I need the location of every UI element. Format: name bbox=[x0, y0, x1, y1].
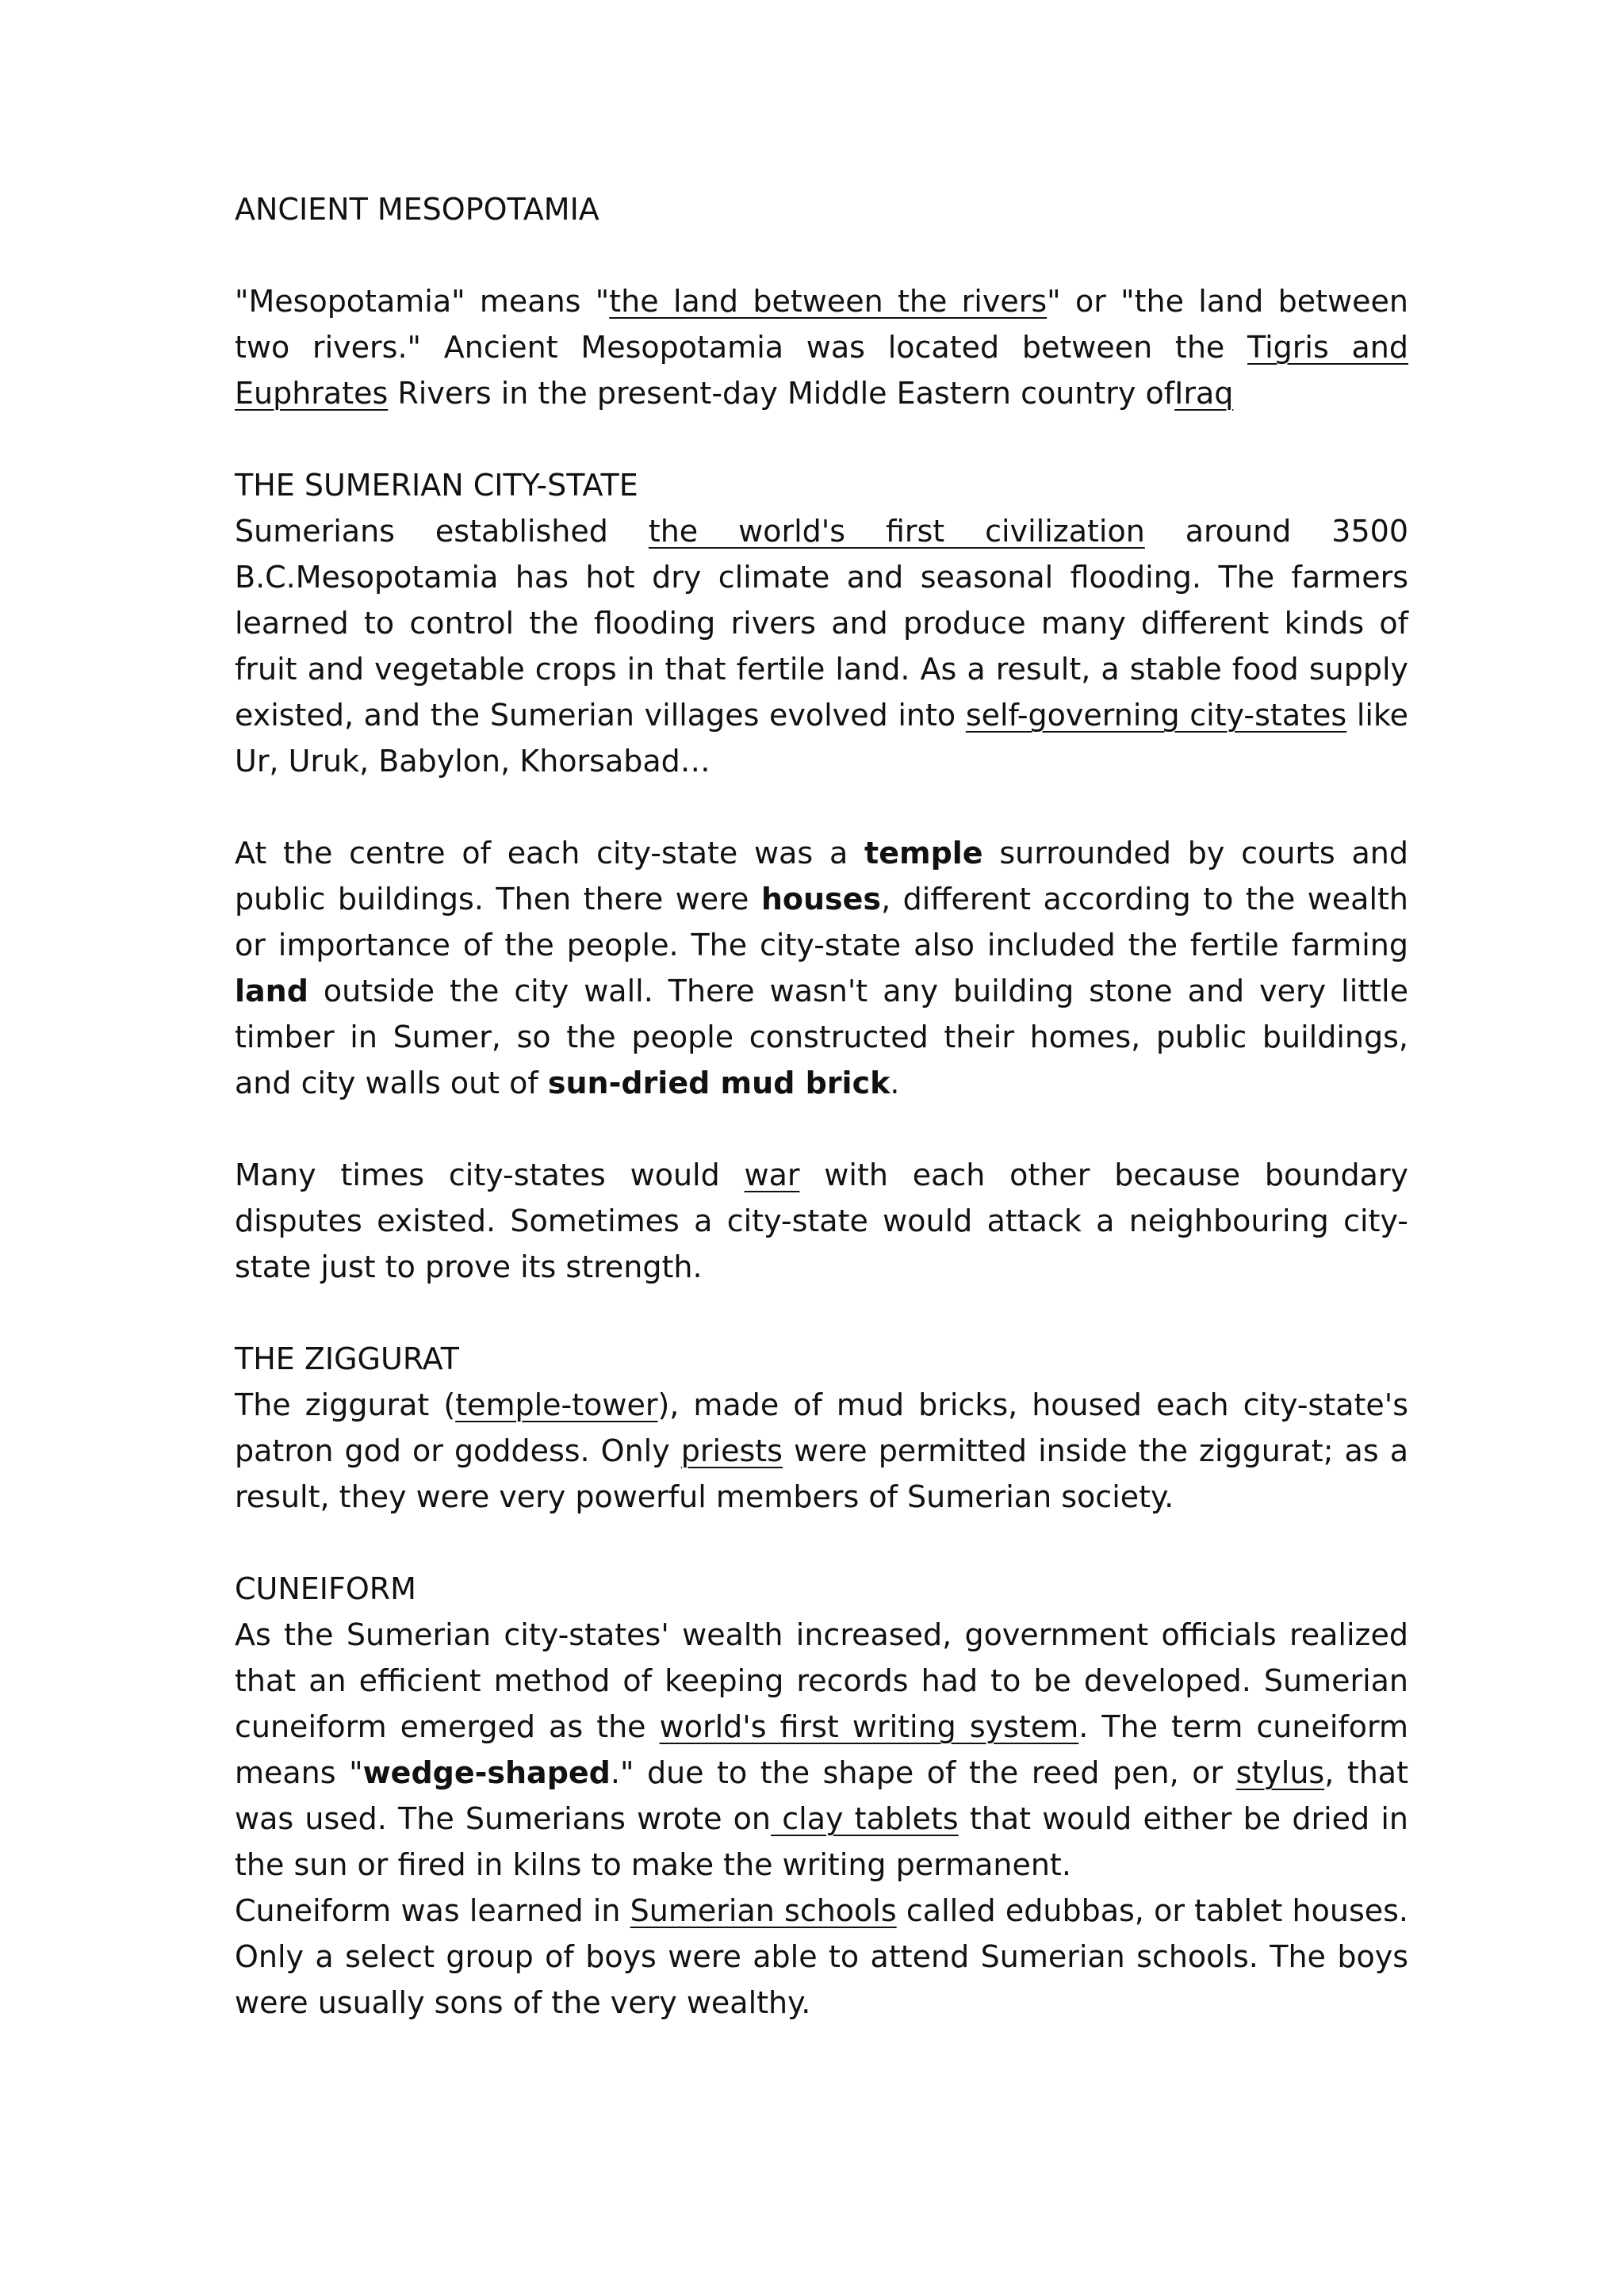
centre-text-1: At the centre of each city-state was a bbox=[235, 836, 865, 871]
centre-text-5: . bbox=[890, 1066, 900, 1100]
sumerian-section bbox=[235, 462, 1408, 784]
cuneiform-text-2: . The term cuneiform means " bbox=[235, 1709, 1409, 1790]
cuneiform-text-6: Cuneiform was learned in bbox=[235, 1893, 630, 1928]
cuneiform-text-7: called edubbas, or tablet houses. Only a select group of boys were able to attend Sumerian schools. The boys were usually sons of the very wealthy. bbox=[235, 1893, 1409, 2020]
war-paragraph bbox=[235, 1152, 1408, 1290]
cuneiform-section bbox=[235, 1566, 1408, 2026]
centre-section bbox=[235, 830, 1408, 1106]
centre-text-2: surrounded by courts and public buildings. Then there were bbox=[235, 836, 1408, 916]
sumerian-text-2: around 3500 B.C.Mesopotamia has hot dry climate and seasonal flooding. The farmers learned to control the flooding rivers and produce many different kinds of fruit and vegetable crops in that fertile land. As a result, a stable food supply existed, and the Sumerian villages evolved into bbox=[235, 514, 1409, 733]
ziggurat-underline-temple-tower: temple-tower bbox=[455, 1387, 658, 1422]
intro-underline-rivers: the land between the rivers bbox=[609, 284, 1048, 319]
sumerian-underline-city-states: self-governing city-states bbox=[965, 698, 1347, 733]
centre-text-4: outside the city wall. There wasn't any building stone and very little timber in Sumer, so the people constructed their homes, public buildings, and city walls out of bbox=[235, 974, 1408, 1100]
ziggurat-section bbox=[235, 1336, 1408, 1520]
intro-underline-iraq: Iraq bbox=[1174, 376, 1234, 411]
intro-text-2: " or "the land between two rivers." Ancient Mesopotamia was located between the bbox=[235, 284, 1408, 365]
cuneiform-text-4: , that was used. The Sumerians wrote on bbox=[235, 1755, 1408, 1836]
ziggurat-heading: THE ZIGGURAT bbox=[235, 1341, 459, 1376]
ziggurat-underline-priests: priests bbox=[680, 1433, 783, 1468]
war-text-1: Many times city-states would bbox=[235, 1158, 745, 1192]
intro-section bbox=[235, 278, 1408, 416]
sumerian-underline-civilization: the world's first civilization bbox=[648, 514, 1145, 549]
centre-bold-temple: temple bbox=[864, 836, 983, 871]
intro-text-1: "Mesopotamia" means " bbox=[235, 284, 610, 319]
centre-bold-land: land bbox=[235, 974, 308, 1008]
intro-underline-tigris-euphrates: Tigris and Euphrates bbox=[235, 330, 1408, 411]
cuneiform-paragraph-1 bbox=[235, 1612, 1408, 1888]
document-title-block bbox=[235, 186, 1408, 232]
cuneiform-underline-clay-tablets: clay tablets bbox=[771, 1801, 959, 1836]
sumerian-paragraph bbox=[235, 508, 1408, 784]
sumerian-text-3: like Ur, Uruk, Babylon, Khorsabad… bbox=[235, 698, 1409, 779]
cuneiform-heading: CUNEIFORM bbox=[235, 1571, 416, 1606]
war-underline-war: war bbox=[744, 1158, 800, 1192]
document-page bbox=[235, 186, 1408, 2072]
cuneiform-underline-schools: Sumerian schools bbox=[630, 1893, 897, 1928]
cuneiform-text-1: As the Sumerian city-states' wealth increased, government officials realized that an efficient method of keeping records had to be developed. Sumerian cuneiform emerged as the bbox=[235, 1617, 1408, 1744]
cuneiform-underline-stylus: stylus bbox=[1235, 1755, 1325, 1790]
document-title: ANCIENT MESOPOTAMIA bbox=[235, 192, 599, 227]
intro-paragraph bbox=[235, 278, 1408, 416]
cuneiform-bold-wedge-shaped: wedge-shaped bbox=[362, 1755, 611, 1790]
cuneiform-text-3: ." due to the shape of the reed pen, or bbox=[610, 1755, 1236, 1790]
sumerian-text-1: Sumerians established bbox=[235, 514, 649, 549]
cuneiform-text-5: that would either be dried in the sun or fired in kilns to make the writing permanent. bbox=[235, 1801, 1409, 1882]
centre-text-3: , different according to the wealth or importance of the people. The city-state also included the fertile farming bbox=[235, 882, 1408, 962]
ziggurat-paragraph bbox=[235, 1382, 1408, 1520]
centre-bold-mud-brick: sun-dried mud brick bbox=[547, 1066, 891, 1100]
ziggurat-text-3: were permitted inside the ziggurat; as a result, they were very powerful members of Sumerian society. bbox=[235, 1433, 1408, 1514]
intro-text-3: Rivers in the present-day Middle Eastern country of bbox=[388, 376, 1175, 411]
cuneiform-paragraph-2 bbox=[235, 1888, 1408, 2026]
cuneiform-underline-writing-system: world's first writing system bbox=[659, 1709, 1079, 1744]
centre-bold-houses: houses bbox=[760, 882, 882, 916]
war-text-2: with each other because boundary disputes existed. Sometimes a city-state would attack a neighbouring city-state just to prove its strength. bbox=[235, 1158, 1408, 1284]
sumerian-heading: THE SUMERIAN CITY-STATE bbox=[235, 468, 638, 503]
centre-paragraph bbox=[235, 830, 1408, 1106]
war-section bbox=[235, 1152, 1408, 1290]
ziggurat-text-2: ), made of mud bricks, housed each city-state's patron god or goddess. Only bbox=[235, 1387, 1409, 1468]
ziggurat-text-1: The ziggurat ( bbox=[235, 1387, 456, 1422]
